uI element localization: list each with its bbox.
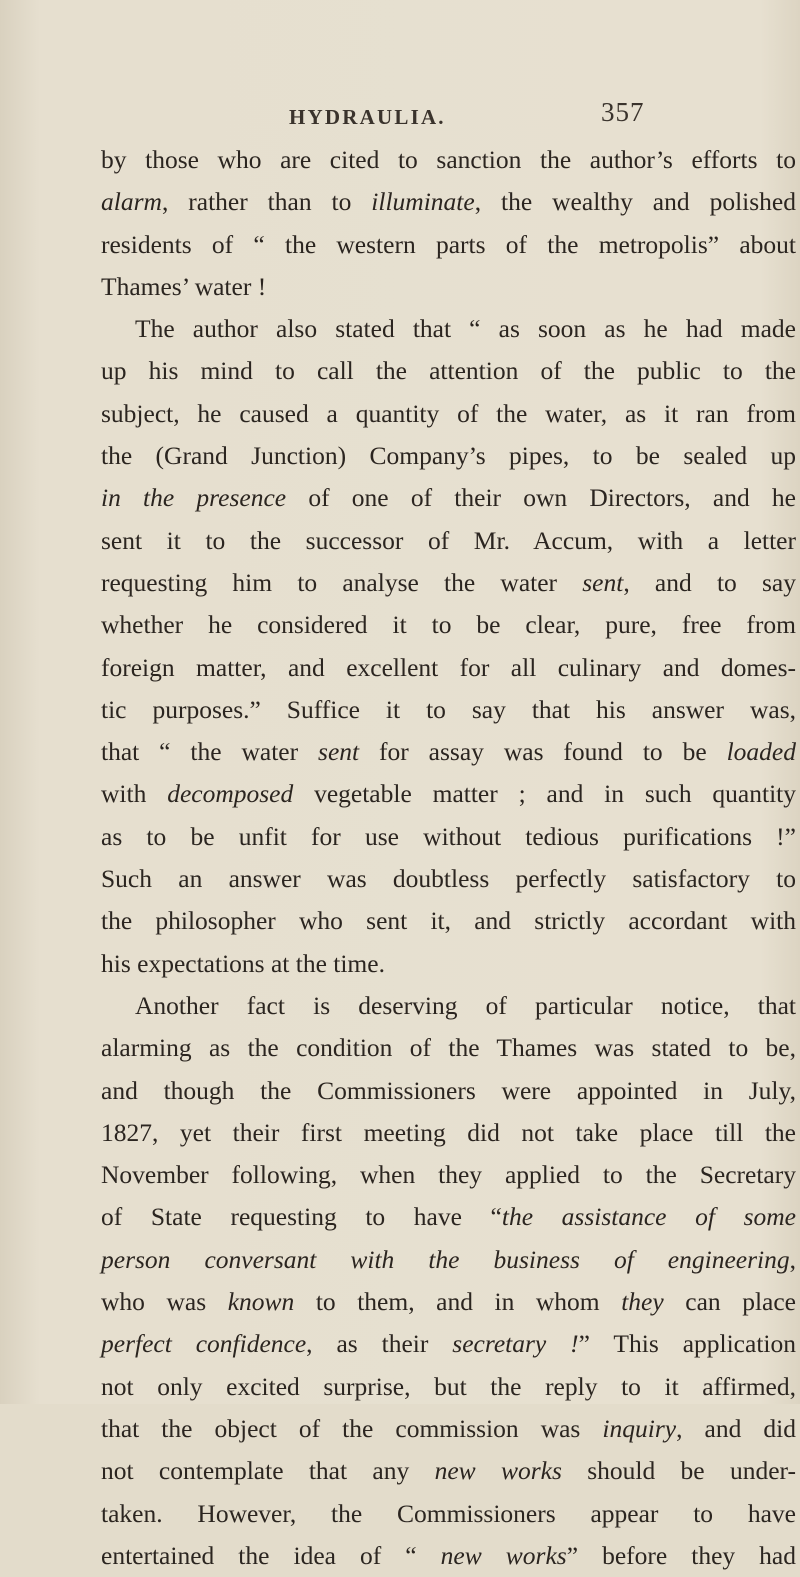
text-line: [101, 647, 796, 689]
text-line: [101, 308, 796, 350]
text-segment: , and did: [676, 1413, 796, 1443]
text-line: [101, 604, 796, 646]
text-line: [101, 350, 796, 392]
text-line: [101, 1408, 796, 1450]
text-line: [101, 1366, 796, 1408]
text-segment: the (Grand Junction) Company’s pipes, to be sealed up: [101, 441, 796, 471]
text-segment: vegetable matter ; and in such quantity: [293, 779, 796, 809]
text-segment: up his mind to call the attention of the public to the: [101, 356, 796, 386]
text-segment: by those who are cited to sanction the author’s efforts to: [101, 145, 796, 174]
running-head: [0, 97, 800, 135]
text-line: [101, 435, 796, 477]
text-segment: that “ the water: [101, 737, 319, 767]
text-segment: as to be unfit for use without tedious purifications !”: [101, 821, 796, 851]
text-line: [101, 816, 796, 858]
running-title: HYDRAULIA.: [289, 105, 446, 129]
text-line: [101, 1196, 796, 1238]
text-segment: his expectations at the time.: [101, 948, 385, 978]
text-segment: to them, and in whom: [294, 1287, 622, 1317]
text-line: [101, 858, 796, 900]
text-segment: alarming as the condition of the Thames was stated to be,: [101, 1033, 796, 1063]
page-number: 357: [601, 97, 645, 127]
italic-text: illuminate: [371, 187, 475, 217]
text-segment: should be under-: [561, 1456, 796, 1486]
text-segment: ,: [789, 1244, 796, 1274]
text-line: [101, 1027, 796, 1069]
text-segment: who was: [101, 1287, 228, 1317]
italic-text: person conversant with the business of engineering: [101, 1244, 790, 1274]
text-segment: and though the Commissioners were appointed in July,: [101, 1075, 796, 1105]
text-line: [101, 393, 796, 435]
text-segment: for assay was found to be: [359, 737, 727, 767]
italic-text: known: [227, 1287, 295, 1317]
italic-text: sent: [582, 567, 624, 597]
text-line: [101, 731, 796, 773]
text-line: [101, 562, 796, 604]
text-segment: not only excited surprise, but the reply to it affirmed,: [101, 1371, 796, 1401]
text-segment: with: [101, 779, 168, 809]
text-segment: tic purposes.” Suffice it to say that his answer was,: [101, 694, 796, 724]
text-segment: can place: [663, 1287, 796, 1317]
text-line: [101, 520, 796, 562]
text-line: [101, 1323, 796, 1365]
text-line: [101, 1154, 796, 1196]
italic-text: inquiry: [602, 1413, 677, 1443]
italic-text: new works: [434, 1456, 562, 1486]
text-segment: , and to say: [623, 567, 796, 597]
text-segment: that the object of the commission was: [101, 1413, 603, 1443]
text-line: [101, 1450, 796, 1492]
text-line: [101, 689, 796, 731]
text-segment: subject, he caused a quantity of the water, as it ran from: [101, 398, 796, 428]
body-text: [101, 139, 796, 1577]
text-segment: whether he considered it to be clear, pure, free from: [101, 610, 796, 640]
text-segment: Another fact is deserving of particular notice, that: [135, 990, 796, 1020]
text-line: [101, 1112, 796, 1154]
italic-text: the assistance of some: [501, 1202, 796, 1232]
text-segment: requesting him to analyse the water: [101, 567, 583, 597]
text-segment: Such an answer was doubtless perfectly satisfactory to: [101, 864, 796, 894]
text-line: [101, 985, 796, 1027]
text-line: [101, 181, 796, 223]
text-line: [101, 266, 796, 308]
italic-text: secretary !: [452, 1329, 579, 1359]
text-line: [101, 900, 796, 942]
text-line: [101, 477, 796, 519]
italic-text: alarm: [101, 187, 162, 217]
text-line: [101, 1070, 796, 1112]
text-segment: ” before they had: [566, 1540, 797, 1570]
text-segment: residents of “ the western parts of the metropolis” about: [101, 229, 796, 259]
text-line: [101, 1493, 796, 1535]
text-segment: , as their: [306, 1329, 453, 1359]
text-line: [101, 1281, 796, 1323]
text-segment: , rather than to: [161, 187, 372, 217]
text-segment: of State requesting to have “: [101, 1202, 502, 1232]
text-line: [101, 943, 796, 985]
text-segment: taken. However, the Commissioners appear to have: [101, 1498, 796, 1528]
text-line: [101, 224, 796, 266]
italic-text: loaded: [726, 737, 796, 767]
italic-text: they: [621, 1287, 664, 1317]
text-segment: ” This application: [578, 1329, 796, 1359]
text-line: [101, 1239, 796, 1281]
text-segment: The author also stated that “ as soon as he had made: [135, 314, 796, 344]
italic-text: sent: [318, 737, 360, 767]
text-segment: November following, when they applied to the Secretary: [101, 1160, 796, 1190]
text-segment: , the wealthy and polished: [474, 187, 796, 217]
text-segment: not contemplate that any: [101, 1456, 435, 1486]
text-segment: 1827, yet their first meeting did not take place till the: [101, 1117, 796, 1147]
text-segment: sent it to the successor of Mr. Accum, with a letter: [101, 525, 796, 555]
italic-text: new works: [440, 1540, 567, 1570]
text-segment: the philosopher who sent it, and strictly accordant with: [101, 906, 796, 936]
text-segment: foreign matter, and excellent for all culinary and domes-: [101, 652, 796, 682]
text-segment: entertained the idea of “: [101, 1540, 441, 1570]
text-line: [101, 773, 796, 815]
text-segment: of one of their own Directors, and he: [286, 483, 796, 513]
text-line: [101, 1535, 796, 1577]
italic-text: in the presence: [101, 483, 287, 513]
text-segment: Thames’ water !: [101, 271, 267, 301]
text-line: [101, 139, 796, 181]
italic-text: perfect confidence: [101, 1329, 307, 1359]
italic-text: decomposed: [167, 779, 294, 809]
